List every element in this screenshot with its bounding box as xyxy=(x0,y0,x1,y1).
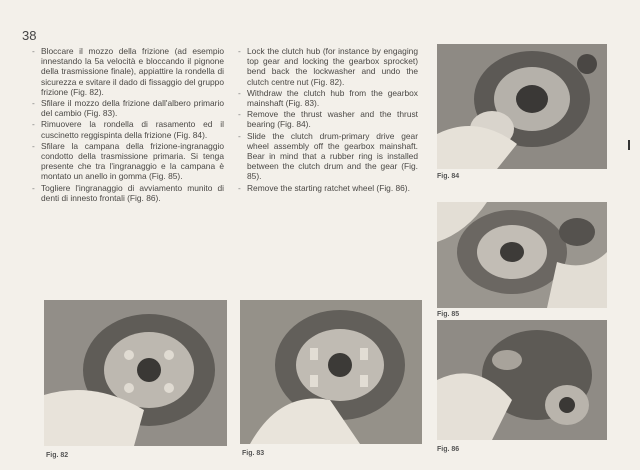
margin-mark xyxy=(628,140,630,150)
english-step: - Withdraw the clutch hub from the gearbox mainshaft (Fig. 83). xyxy=(238,88,418,108)
photo-fig-82 xyxy=(44,300,227,446)
caption-fig-86: Fig. 86 xyxy=(437,446,460,453)
english-step: - Remove the starting ratchet wheel (Fig. 86). xyxy=(238,183,418,193)
italian-step: - Bloccare il mozzo della frizione (ad esempio innestando la 5a velocità e bloccando il pignone della trasmissione finale), appiattire la rondella di sicurezza e svitare il dado di fissaggio del gruppo frizione (Fig. 82). xyxy=(32,46,224,97)
photo-fig-84 xyxy=(437,44,607,169)
italian-step: - Sfilare il mozzo della frizione dall'albero primario del cambio (Fig. 83). xyxy=(32,98,224,118)
photo-fig-85 xyxy=(437,202,607,308)
english-step: - Lock the clutch hub (for instance by engaging top gear and locking the gearbox sprocket) bend back the lockwasher and undo the clutch centre nut (Fig. 82). xyxy=(238,46,418,87)
italian-instructions xyxy=(32,46,224,204)
english-step: - Slide the clutch drum-primary drive gear wheel assembly off the gearbox mainshaft. Bear in mind that a rubber ring is installed between the clutch drum and the gear (Fig. 85). xyxy=(238,131,418,182)
italian-step: - Sfilare la campana della frizione-ingranaggio condotto della trasmissione primaria. Si tenga presente che tra l'ingranaggio e la campana è montato un anello in gomma (Fig. 85). xyxy=(32,141,224,182)
photo-fig-86 xyxy=(437,320,607,440)
caption-fig-83: Fig. 83 xyxy=(242,450,265,457)
english-instructions xyxy=(238,46,418,194)
caption-fig-82: Fig. 82 xyxy=(46,452,69,459)
photo-fig-83 xyxy=(240,300,422,444)
italian-step: - Togliere l'ingranaggio di avviamento munito di denti di innesto frontali (Fig. 86). xyxy=(32,183,224,203)
english-step: - Remove the thrust washer and the thrust bearing (Fig. 84). xyxy=(238,109,418,129)
page-number: 38 xyxy=(22,28,37,43)
italian-step: - Rimuovere la rondella di rasamento ed il cuscinetto reggispinta della frizione (Fig. 84). xyxy=(32,119,224,139)
caption-fig-84: Fig. 84 xyxy=(437,173,460,180)
caption-fig-85: Fig. 85 xyxy=(437,311,460,318)
